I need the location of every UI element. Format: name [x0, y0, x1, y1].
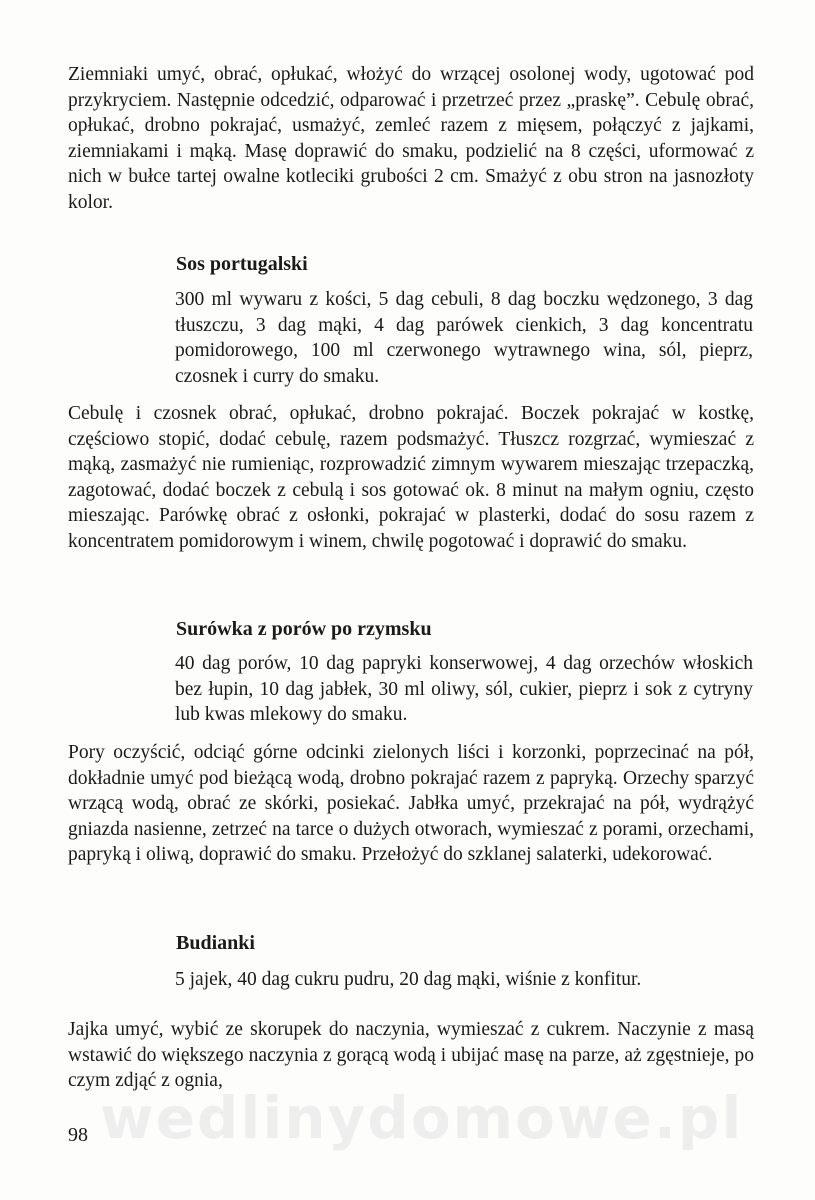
recipe-title-budianki: Budianki — [176, 932, 255, 954]
recipe-ingredients-sos-portugalski: 300 ml wywaru z kości, 5 dag cebuli, 8 dag boczku wędzonego, 3 dag tłuszczu, 3 dag mąki, 4 dag parówek cienkich, 3 dag koncentratu pomidorowego, 100 ml czerwonego wytrawnego wina, sól, pieprz, czosnek i curry do smaku. — [175, 289, 753, 387]
recipe-title-surowka-z-porow: Surówka z porów po rzymsku — [176, 618, 432, 640]
page-number: 98 — [68, 1124, 88, 1146]
intro-paragraph: Ziemniaki umyć, obrać, opłukać, włożyć do wrzącej osolonej wody, ugotować pod przykryciem. Następnie odcedzić, odparować i przetrzeć przez „praskę”. Cebulę obrać, opłukać, drobno pokrajać, usmażyć, zemleć razem z mięsem, połączyć z jajkami, ziemniakami i mąką. Masę doprawić do smaku, podzielić na 8 części, uformować z nich w bułce tartej owalne kotleciki grubości 2 cm. Smażyć z obu stron na jasnozłoty kolor. — [68, 64, 754, 213]
recipe-ingredients-budianki: 5 jajek, 40 dag cukru pudru, 20 dag mąki, wiśnie z konfitur. — [175, 969, 642, 990]
recipe-ingredients-surowka-z-porow: 40 dag porów, 10 dag papryki konserwowej, 4 dag orzechów włoskich bez łupin, 10 dag jabłek, 30 ml oliwy, sól, cukier, pieprz i sok z cytryny lub kwas mlekowy do smaku. — [175, 653, 753, 726]
recipe-instructions-surowka-z-porow: Pory oczyścić, odciąć górne odcinki zielonych liści i korzonki, poprzecinać na pół, dokładnie umyć pod bieżącą wodą, drobno pokrajać razem z papryką. Orzechy sparzyć wrzącą wodą, obrać ze skórki, posiekać. Jabłka umyć, przekrajać na pół, wydrążyć gniazda nasienne, zetrzeć na tarce o dużych otworach, wymieszać z porami, orzechami, papryką i oliwą, doprawić do smaku. Przełożyć do szklanej salaterki, udekorować. — [68, 742, 754, 866]
recipe-title-sos-portugalski: Sos portugalski — [176, 253, 308, 275]
watermark-text: wedlinydomowe.pl — [100, 1084, 744, 1152]
recipe-instructions-budianki: Jajka umyć, wybić ze skorupek do naczynia, wymieszać z cukrem. Naczynie z masą wstawić do większego naczynia z gorącą wodą i ubijać masę na parze, aż zgęstnieje, po czym zdjąć z ognia, — [68, 1019, 754, 1092]
recipe-instructions-sos-portugalski: Cebulę i czosnek obrać, opłukać, drobno pokrajać. Boczek pokrajać w kostkę, częściowo stopić, dodać cebulę, razem podsmażyć. Tłuszcz rozgrzać, wymieszać z mąką, zasmażyć nie rumieniąc, rozprowadzić zimnym wywarem mieszając trzepaczką, zagotować, dodać boczek z cebulą i sos gotować ok. 8 minut na małym ogniu, często mieszając. Parówkę obrać z osłonki, pokrajać w plasterki, dodać do sosu razem z koncentratem pomidorowym i winem, chwilę pogotować i doprawić do smaku. — [68, 403, 754, 552]
